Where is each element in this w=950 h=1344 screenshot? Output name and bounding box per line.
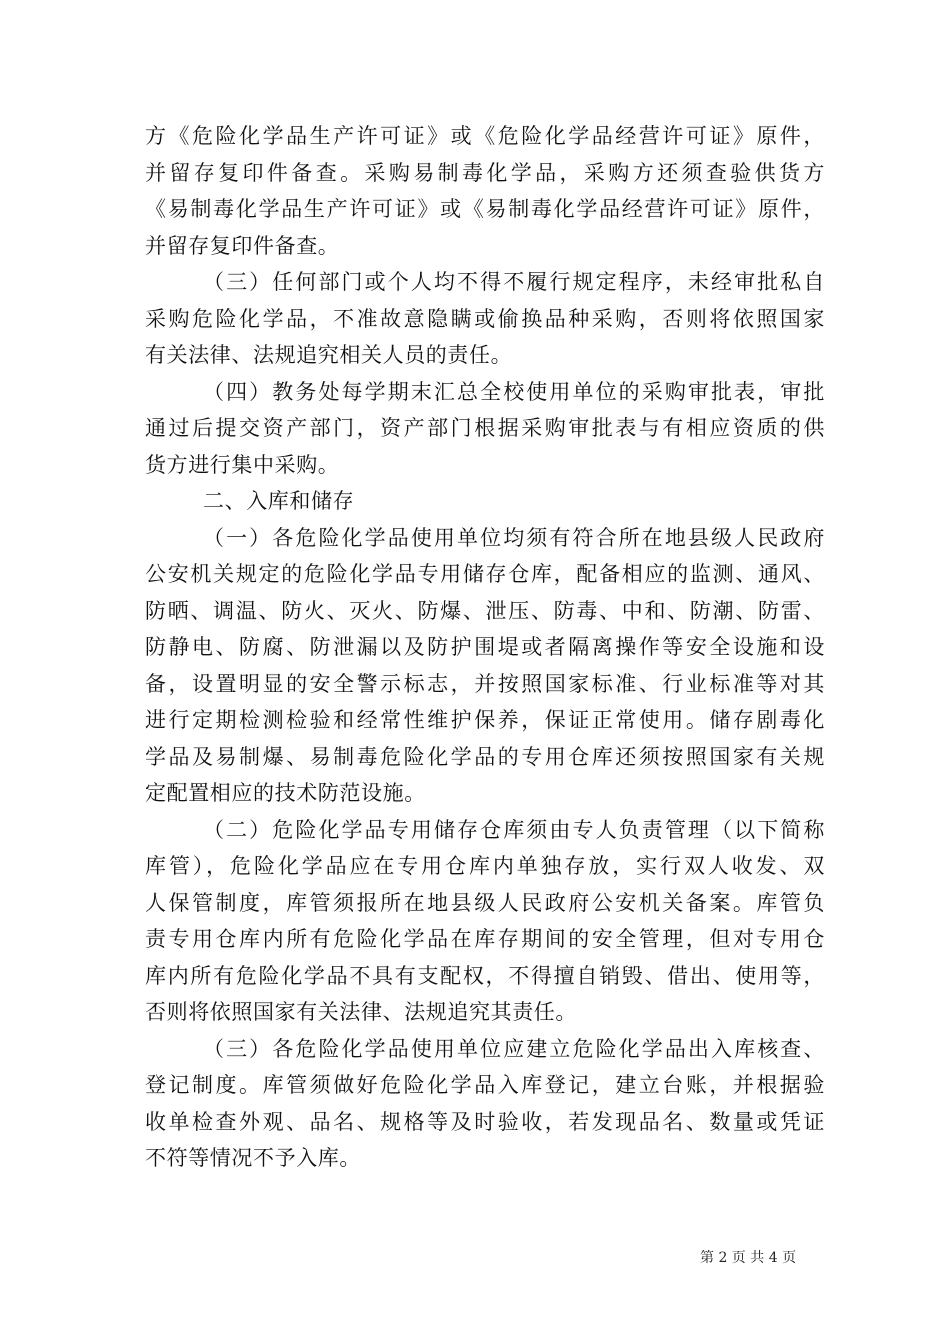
text-line: 学品及易制爆、易制毒危险化学品的专用仓库还须按照国家有关规 bbox=[145, 744, 825, 769]
text-line: （三）任何部门或个人均不得不履行规定程序，未经审批私自 bbox=[203, 270, 825, 294]
text-line: 责专用仓库内所有危险化学品在库存期间的安全管理，但对专用仓 bbox=[145, 927, 825, 951]
text-line: 有关法律、法规追究相关人员的责任。 bbox=[145, 343, 513, 367]
page-number-footer: 第 2 页 共 4 页 bbox=[700, 1250, 797, 1266]
text-line: 库管），危险化学品应在专用仓库内单独存放，实行双人收发、双 bbox=[145, 854, 825, 878]
text-line: 并留存复印件备查。采购易制毒化学品，采购方还须查验供货方 bbox=[145, 160, 825, 185]
text-line: 定配置相应的技术防范设施。 bbox=[145, 781, 426, 805]
text-line: 防晒、调温、防火、灭火、防爆、泄压、防毒、中和、防潮、防雷、 bbox=[145, 598, 825, 623]
text-line: 进行定期检测检验和经常性维护保养，保证正常使用。储存剧毒化 bbox=[145, 708, 825, 732]
text-line: 防静电、防腐、防泄漏以及防护围堤或者隔离操作等安全设施和设 bbox=[145, 635, 825, 659]
text-line: （一）各危险化学品使用单位均须有符合所在地县级人民政府 bbox=[203, 525, 825, 550]
text-line: 人保管制度，库管须报所在地县级人民政府公安机关备案。库管负 bbox=[145, 890, 825, 915]
text-line: 《易制毒化学品生产许可证》或《易制毒化学品经营许可证》原件， bbox=[145, 197, 825, 221]
paragraph-item-three-procedure bbox=[145, 264, 825, 374]
paragraph-item-three-inbound bbox=[145, 1031, 825, 1177]
paragraph-item-one-warehouse bbox=[145, 520, 825, 812]
paragraph-item-two-keeper bbox=[145, 812, 825, 1031]
text-line: 通过后提交资产部门，资产部门根据采购审批表与有相应资质的供 bbox=[145, 416, 825, 440]
text-line: 否则将依照国家有关法律、法规追究其责任。 bbox=[145, 1000, 577, 1024]
text-line: 并留存复印件备查。 bbox=[145, 233, 340, 258]
text-line: （四）教务处每学期末汇总全校使用单位的采购审批表，审批 bbox=[203, 379, 825, 404]
text-line: 采购危险化学品，不准故意隐瞒或偷换品种采购，否则将依照国家 bbox=[145, 306, 825, 331]
text-line: 方《危险化学品生产许可证》或《危险化学品经营许可证》原件， bbox=[145, 124, 825, 148]
paragraph-item-four-summary bbox=[145, 374, 825, 484]
text-line: 登记制度。库管须做好危险化学品入库登记，建立台账，并根据验 bbox=[145, 1073, 825, 1097]
text-line: 公安机关规定的危险化学品专用储存仓库，配备相应的监测、通风、 bbox=[145, 562, 825, 586]
text-line: 货方进行集中采购。 bbox=[145, 452, 340, 477]
paragraph-purchase-verification bbox=[145, 118, 825, 264]
document-body bbox=[145, 118, 825, 1177]
text-line: 不符等情况不予入库。 bbox=[145, 1146, 361, 1170]
section-heading-storage bbox=[145, 483, 825, 520]
text-line: 备，设置明显的安全警示标志，并按照国家标准、行业标准等对其 bbox=[145, 671, 825, 696]
text-line: （二）危险化学品专用储存仓库须由专人负责管理（以下简称 bbox=[203, 817, 825, 842]
text-line: （三）各危险化学品使用单位应建立危险化学品出入库核查、 bbox=[203, 1036, 825, 1061]
section-heading: 二、入库和储存 bbox=[203, 489, 355, 513]
text-line: 收单检查外观、品名、规格等及时验收，若发现品名、数量或凭证 bbox=[145, 1109, 825, 1134]
text-line: 库内所有危险化学品不具有支配权，不得擅自销毁、借出、使用等， bbox=[145, 963, 825, 988]
